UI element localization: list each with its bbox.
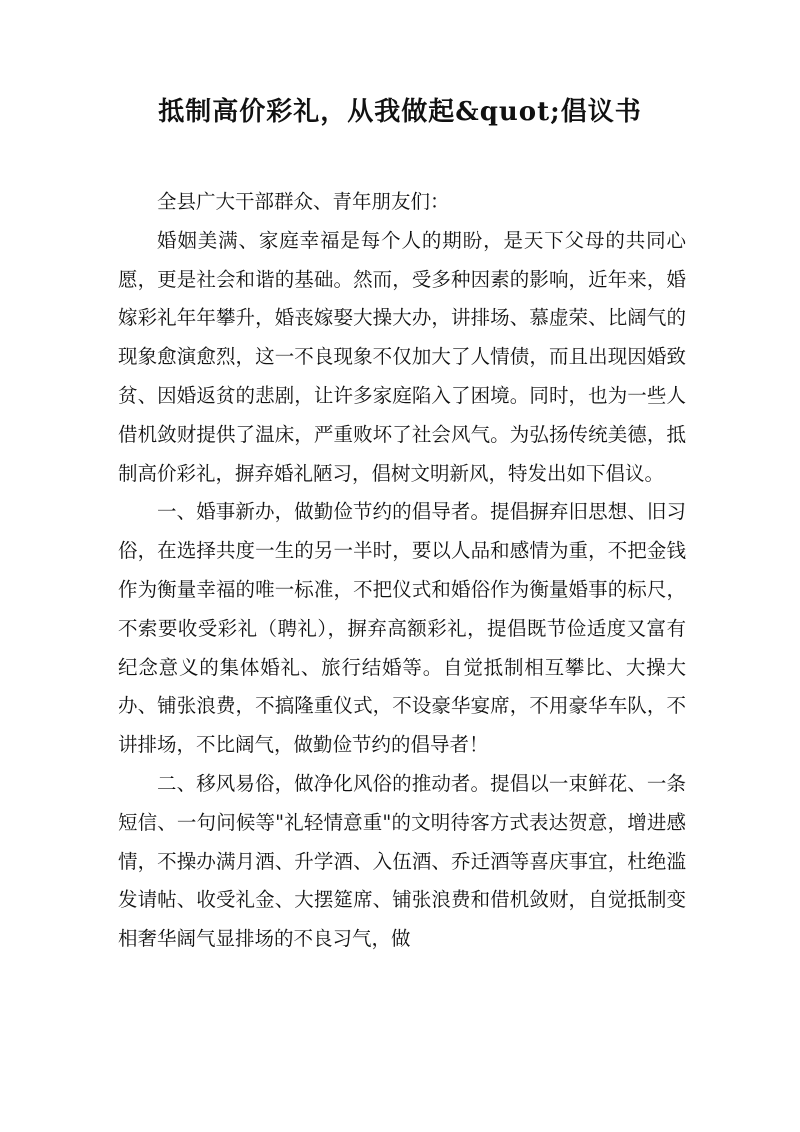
paragraph-point-two: 二、移风易俗，做净化风俗的推动者。提倡以一束鲜花、一条短信、一句问候等"礼轻情意重"的文明待客方式表达贺意，增进感情，不操办满月酒、升学酒、入伍酒、乔迁酒等喜庆事宜，杜绝滥发请帖、收受礼金、大摆筵席、铺张浪费和借机敛财，自觉抵制变相奢华阔气显排场的不良习气，做 [118, 771, 686, 951]
document-body [118, 183, 686, 959]
document-title: 抵制高价彩礼，从我做起&quot;倡议书 [158, 97, 642, 127]
paragraph-intro: 婚姻美满、家庭幸福是每个人的期盼，是天下父母的共同心愿，更是社会和谐的基础。然而，受多种因素的影响，近年来，婚嫁彩礼年年攀升，婚丧嫁娶大操大办，讲排场、慕虚荣、比阔气的现象愈演愈烈，这一不良现象不仅加大了人情债，而且出现因婚致贫、因婚返贫的悲剧，让许多家庭陷入了困境。同时，也为一些人借机敛财提供了温床，严重败坏了社会风气。为弘扬传统美德，抵制高价彩礼，摒弃婚礼陋习，倡树文明新风，特发出如下倡议。 [118, 228, 686, 485]
salutation: 全县广大干部群众、青年朋友们： [157, 190, 450, 213]
paragraph-point-one: 一、婚事新办，做勤俭节约的倡导者。提倡摒弃旧思想、旧习俗，在选择共度一生的另一半时，要以人品和感情为重，不把金钱作为衡量幸福的唯一标准，不把仪式和婚俗作为衡量婚事的标尺，不索要收受彩礼（聘礼），摒弃高额彩礼，提倡既节俭适度又富有纪念意义的集体婚礼、旅行结婚等。自觉抵制相互攀比、大操大办、铺张浪费，不搞隆重仪式，不设豪华宴席，不用豪华车队，不讲排场，不比阔气，做勤俭节约的倡导者！ [118, 500, 686, 757]
